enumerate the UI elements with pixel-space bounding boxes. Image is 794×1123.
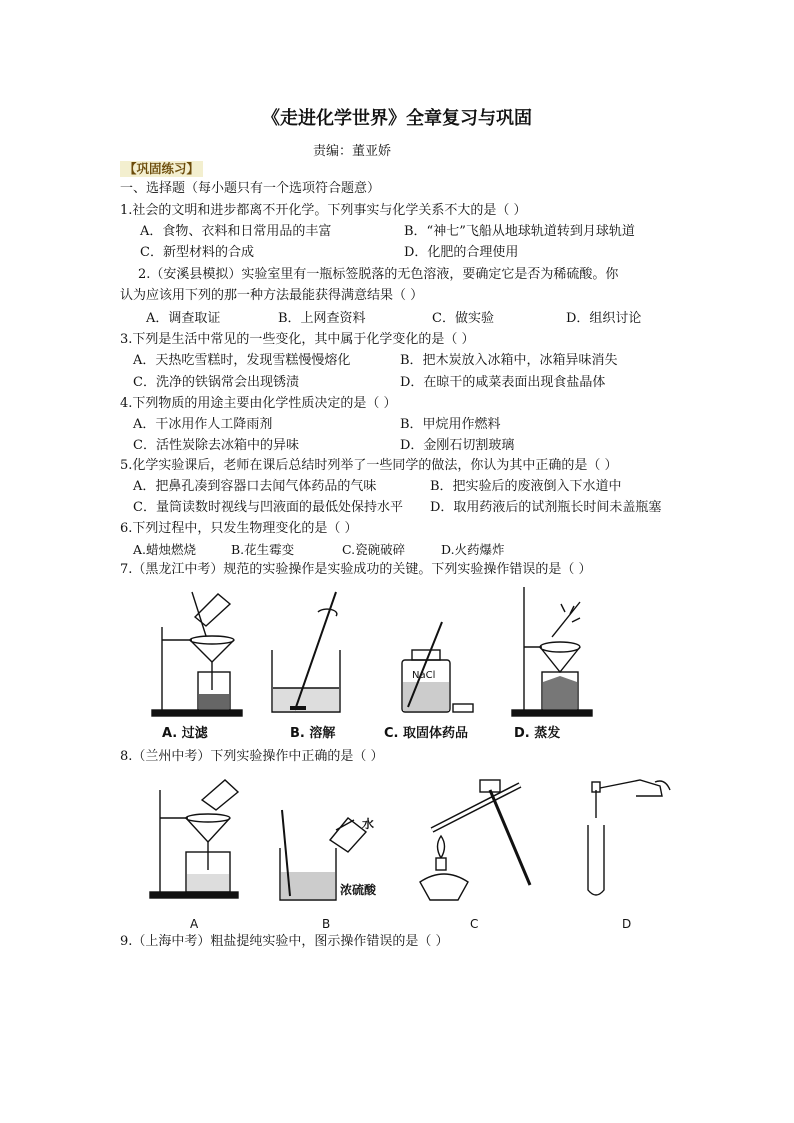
q5-stem: 5.化学实验课后，老师在课后总结时列举了一些同学的做法，你认为其中正确的是（ ） [120,458,618,473]
q7-filtration-apparatus [152,592,242,716]
q6-stem: 6.下列过程中，只发生物理变化的是（ ） [120,521,358,536]
q3-option-d: D．在晾干的咸菜表面出现食盐晶体 [400,375,606,390]
section-tag: 【巩固练习】 [120,161,203,177]
q7-stem: 7.（黑龙江中考）规范的实验操作是实验成功的关键。下列实验操作错误的是（ ） [120,562,592,577]
q2-stem-line1: 2.（安溪县模拟）实验室里有一瓶标签脱落的无色溶液，要确定它是否为稀硫酸。你 [138,267,619,282]
q8-water-label: 水 [362,817,375,831]
q1-option-a: A．食物、衣料和日常用品的丰富 [140,224,332,239]
q1-option-c: C．新型材料的合成 [140,245,254,260]
q2-option-b: B．上网查资料 [278,311,366,326]
q4-option-a: A．干冰用作人工降雨剂 [133,417,273,432]
q8-label-b: B [322,917,331,931]
q7-label-c: C. 取固体药品 [384,726,469,741]
q8-filtration-apparatus [150,780,238,898]
q7-label-d: D. 蒸发 [514,726,561,741]
q7-solid-reagent-apparatus [402,622,473,712]
q2-option-c: C．做实验 [432,311,494,326]
editor-credit: 责编：董亚娇 [313,144,392,159]
q7-label-a: A. 过滤 [162,726,208,741]
part1-heading: 一、选择题（每小题只有一个选项符合题意） [120,181,381,196]
q6-option-b: B.花生霉变 [231,542,295,557]
q2-option-d: D．组织讨论 [566,311,642,326]
q8-label-d: D [622,917,632,931]
page-title: 《走进化学世界》全章复习与巩固 [262,108,532,129]
q3-stem: 3.下列是生活中常见的一些变化，其中属于化学变化的是（ ） [120,332,475,347]
q6-option-c: C.瓷碗破碎 [342,542,406,557]
q5-option-a: A．把鼻孔凑到容器口去闻气体药品的气味 [133,479,377,494]
q8-test-tube-apparatus [588,780,670,895]
q3-option-a: A．天热吃雪糕时，发现雪糕慢慢熔化 [133,353,351,368]
q2-option-a: A．调查取证 [146,311,221,326]
q6-option-d: D.火药爆炸 [441,542,505,557]
q2-stem-line2: 认为应该用下列的那一种方法最能获得满意结果（ ） [120,288,424,303]
q4-option-d: D．金刚石切割玻璃 [400,438,515,453]
q5-option-d: D．取用药液后的试剂瓶长时间未盖瓶塞 [430,500,662,515]
q8-label-c: C [470,917,479,931]
q4-stem: 4.下列物质的用途主要由化学性质决定的是（ ） [120,396,397,411]
q8-heating-apparatus [420,780,530,900]
q1-option-d: D．化肥的合理使用 [404,245,519,260]
q8-label-a: A [190,917,199,931]
q7-evaporation-apparatus [512,587,592,716]
q8-figure [140,770,680,935]
q3-option-c: C．洗净的铁锅常会出现锈渍 [133,375,299,390]
q7-dissolving-apparatus [272,592,340,712]
q9-stem: 9.（上海中考）粗盐提纯实验中，图示操作错误的是（ ） [120,934,449,949]
q7-figure [140,582,600,742]
q5-option-c: C．量筒读数时视线与凹液面的最低处保持水平 [133,500,403,515]
q6-option-a: A.蜡烛燃烧 [133,542,197,557]
q4-option-c: C．活性炭除去冰箱中的异味 [133,438,299,453]
q8-stem: 8.（兰州中考）下列实验操作中正确的是（ ） [120,749,384,764]
q7-label-b: B. 溶解 [290,726,336,741]
q7-bottle-label: NaCl [412,670,436,681]
q1-option-b: B．“神七”飞船从地球轨道转到月球轨道 [404,224,635,239]
q8-acid-label: 浓硫酸 [340,883,377,897]
q4-option-b: B．甲烷用作燃料 [400,417,501,432]
q5-option-b: B．把实验后的废液倒入下水道中 [430,479,622,494]
q3-option-b: B．把木炭放入冰箱中，冰箱异味消失 [400,353,618,368]
q1-stem: 1.社会的文明和进步都离不开化学。下列事实与化学关系不大的是（ ） [120,203,527,218]
